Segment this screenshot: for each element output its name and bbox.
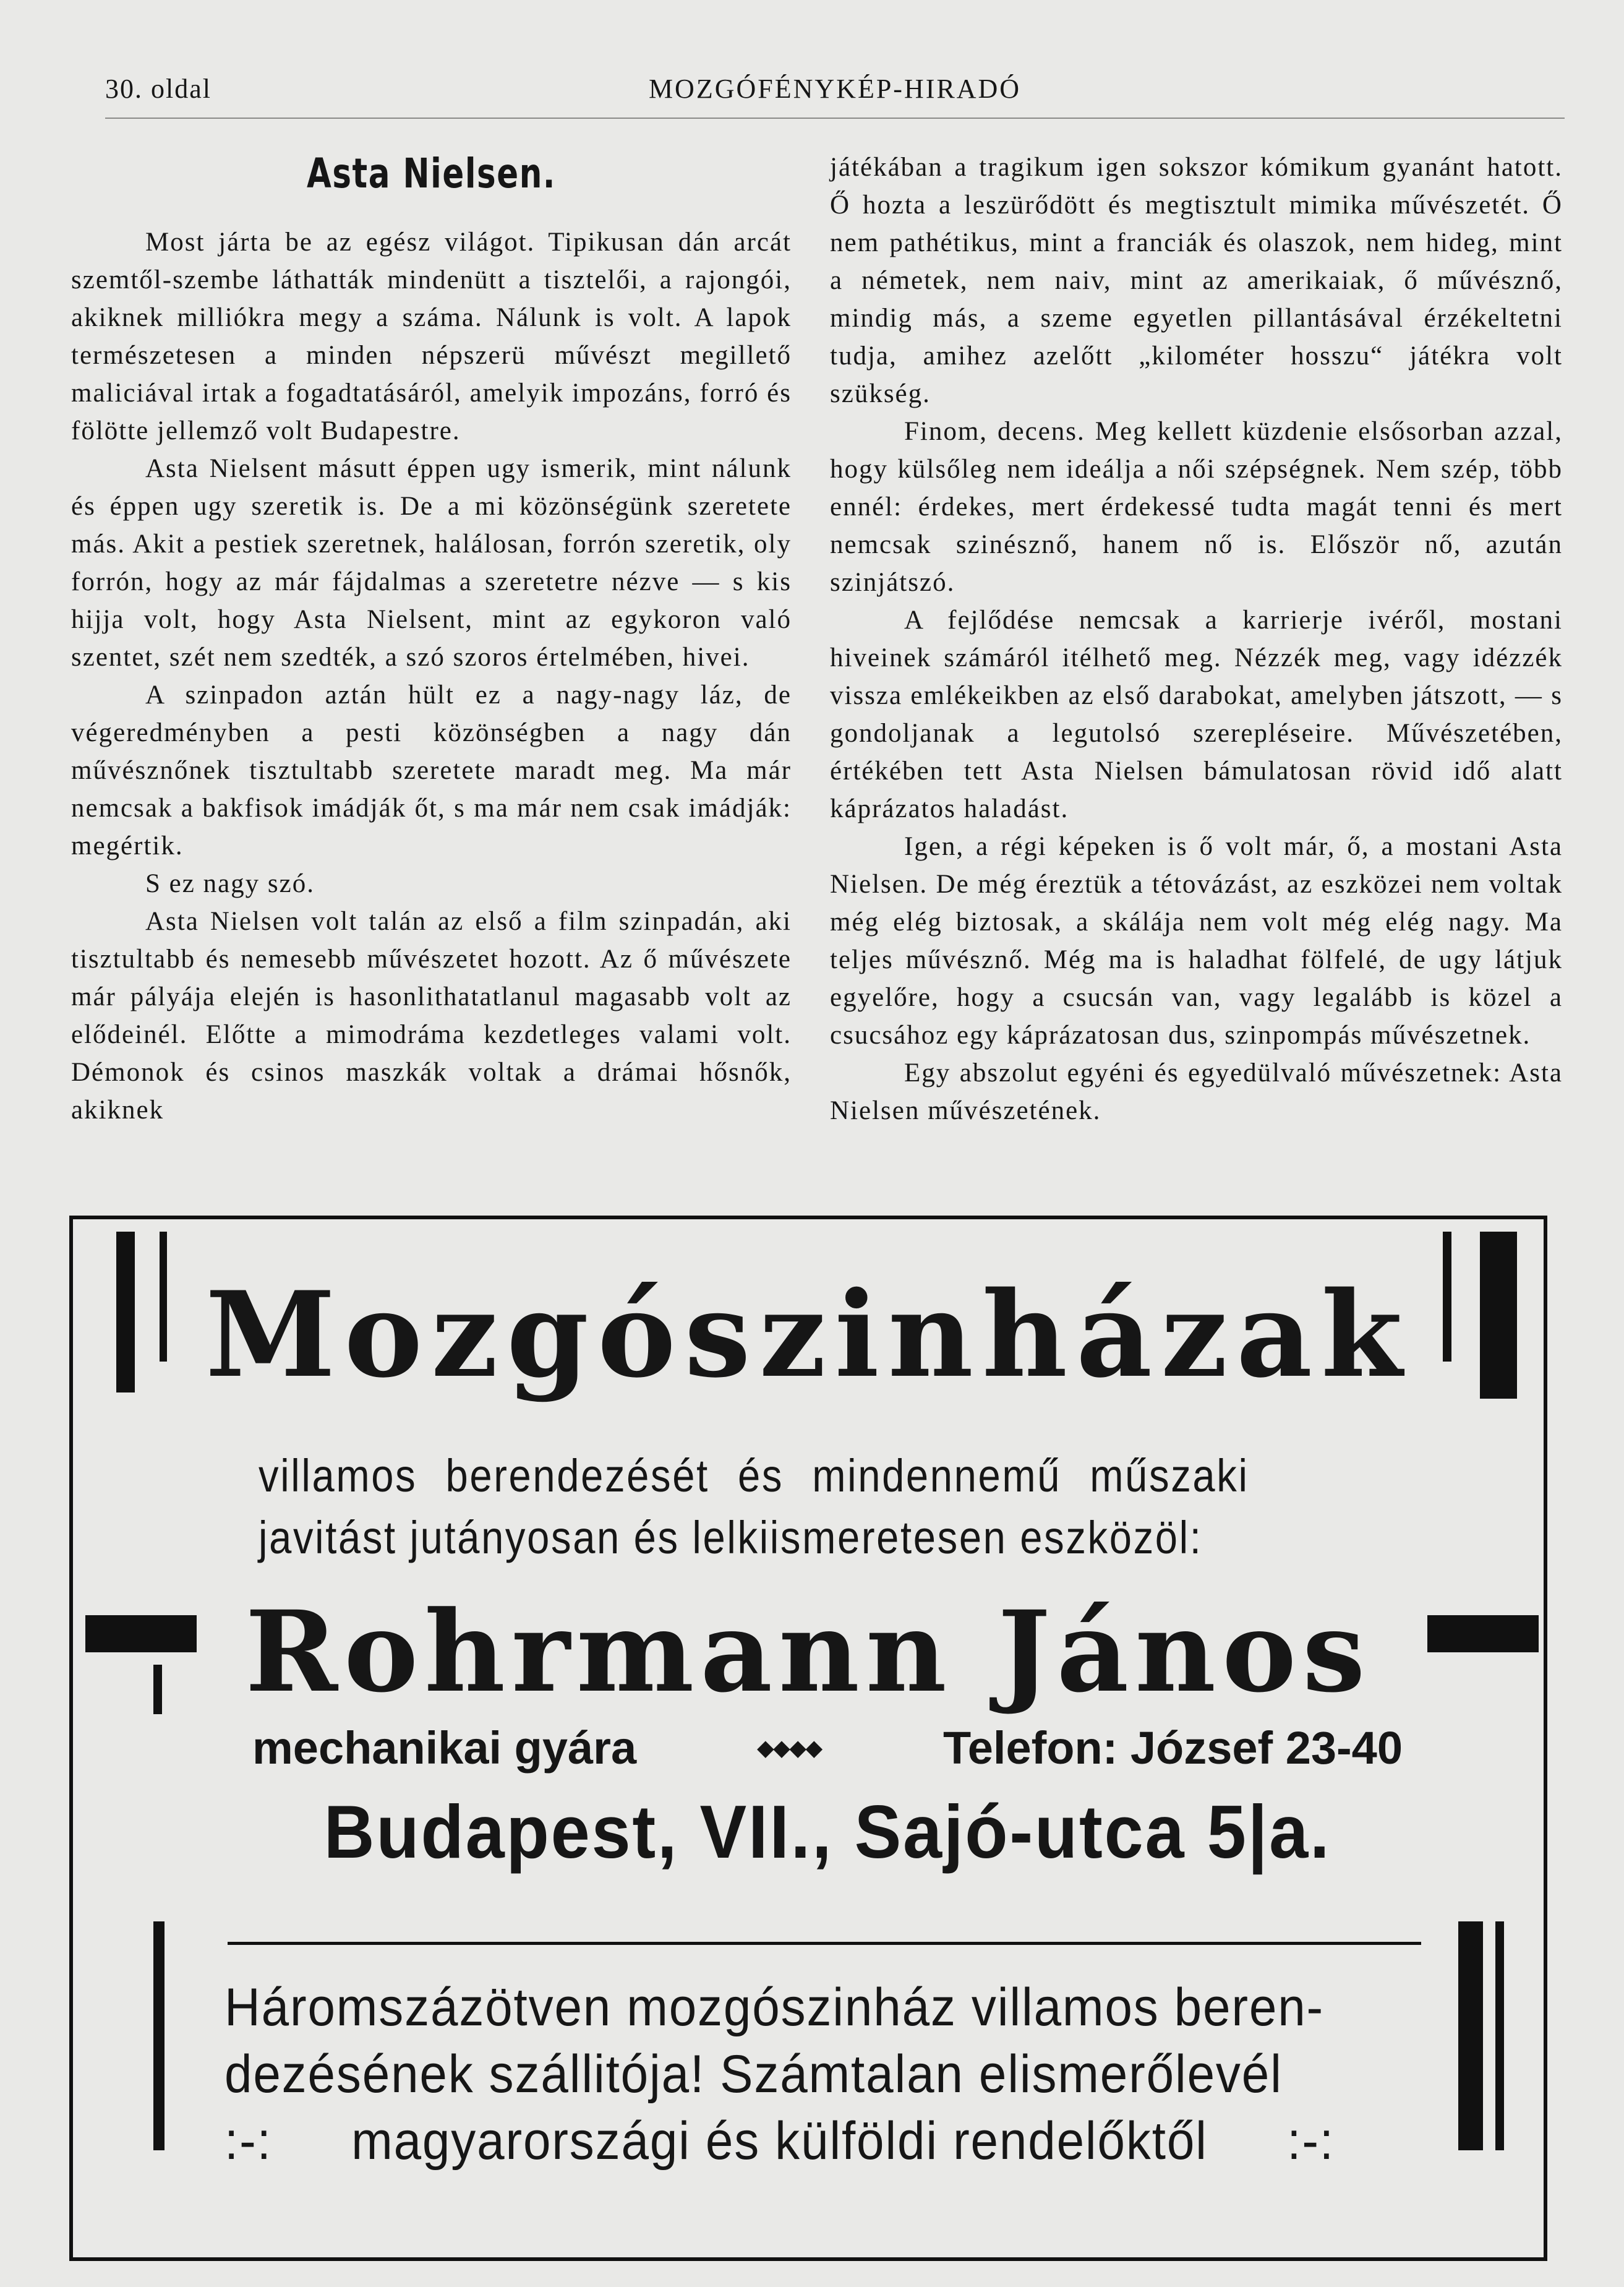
ad-footer-text: magyarországi és külföldi rendelőktől <box>351 2111 1208 2171</box>
ad-address: Budapest, VII., Sajó-utca 5|a. <box>323 1790 1331 1874</box>
article-paragraph: Asta Nielsen volt talán az első a film szinpadán, aki tisztultabb és nemesebb művészetet hozott. Az ő művészete már pályája elején is hasonlithatatlanul magasabb volt az elődeinél. Előtte a mimodráma kezdetleges valami volt. Démonok és csinos maszkák voltak a drámai hősnők, akiknek <box>71 907 792 1125</box>
article-right-column <box>830 148 1563 1130</box>
ornament-icon: ◆◆◆◆ <box>757 1736 823 1760</box>
ad-contact-row <box>252 1720 1403 1776</box>
ad-footer <box>224 1974 1335 2174</box>
article-paragraph: játékában a tragikum igen sokszor kómikum gyanánt hatott. Ő hozta a leszürődött és megtisztult mimika művészetét. Ő nem pathétikus, mint a franciák és olaszok, nem hideg, mint a németek, nem naiv, mint az amerikaiak, ő művésznő, mindig más, a szeme egyetlen pillantásával érzékeltetni tudja, amihez azelőtt „kilométer hosszu“ játékra volt szükség. <box>830 153 1563 408</box>
ad-footer-mark-right: :-: <box>1287 2111 1335 2171</box>
article-paragraph: Igen, a régi képeken is ő volt már, ő, a mostani Asta Nielsen. De még éreztük a tétovázást, az eszközei nem voltak még elég biztosak, a skálája nem volt még elég nagy. Ma teljes művésznő. Még ma is haladhat fölfelé, de ugy látjuk egyelőre, hogy a csucsán van, vagy legalább is közel a csucsához egy káprázatosan dus, szinpompás művészetnek. <box>830 832 1563 1050</box>
ad-footer-line: dezésének szállitója! Számtalan elismerőlevél <box>224 2045 1283 2104</box>
article-paragraph: S ez nagy szó. <box>145 869 315 898</box>
article-paragraph: Finom, decens. Meg kellett küzdenie elsősorban azzal, hogy külsőleg nem ideálja a női szépségnek. Nem szép, több ennél: érdekes, mert érdekessé tudta magát tenni és mert nemcsak szinésznő, hanem nő is. Először nő, azután szinjátszó. <box>830 417 1563 597</box>
article-paragraph: Egy abszolut egyéni és egyedülvaló művészetnek: Asta Nielsen művészetének. <box>830 1058 1563 1125</box>
ad-divider <box>228 1942 1421 1945</box>
ad-phone: Telefon: József 23-40 <box>943 1722 1403 1774</box>
ad-frame-bar <box>153 1921 165 2150</box>
ad-frame-bar <box>1458 1921 1483 2150</box>
article-left-column <box>71 148 792 1129</box>
journal-title: MOZGÓFÉNYKÉP-HIRADÓ <box>648 74 1022 104</box>
ad-footer-mark-left: :-: <box>224 2111 272 2171</box>
ad-footer-line: Háromszázötven mozgószinház villamos beren- <box>224 1978 1325 2037</box>
article-paragraph: A fejlődése nemcsak a karrierje ivéről, mostani hiveinek számáról itélhető meg. Nézzék meg, vagy idézzék vissza emlékeikben az első darabokat, amelyben játszott, — s gondoljanak a legutolsó szerepléseire. Művészetében, értékében tett Asta Nielsen bámulatosan rövid idő alatt káprázatos haladást. <box>830 606 1563 823</box>
ad-description: villamos berendezését és mindennemű műszaki javitást jutányosan és lelkiismeretesen eszközöl: <box>259 1450 1249 1563</box>
advertisement <box>69 1216 1547 2261</box>
ad-company-name: Rohrmann János <box>245 1587 1372 1717</box>
ad-frame-bar <box>1495 1921 1504 2150</box>
article-paragraph: A szinpadon aztán hült ez a nagy-nagy láz, de végeredményben a pesti közönségben a nagy dán művésznőnek tisztultabb szeretete maradt meg. Ma már nemcsak a bakfisok imádják őt, s ma már nem csak imádják: megértik. <box>71 680 792 860</box>
ad-subtitle: mechanikai gyára <box>252 1722 637 1774</box>
article-paragraph: Asta Nielsent másutt éppen ugy ismerik, mint nálunk és éppen ugy szeretik is. De a mi közönségünk szeretete más. Akit a pestiek szeretnek, halálosan, forrón szeretik, oly forrón, hogy az már fájdalmas a szeretetre nézve — s kis hijja volt, hogy Asta Nielsent, mint az egykoron való szentet, szét nem szedték, a szó szoros értelmében, hivei. <box>71 454 792 672</box>
article-paragraph: Most járta be az egész világot. Tipikusan dán arcát szemtől-szembe láthatták mindenütt a tisztelői, a rajongói, akiknek milliókra megy a száma. Nálunk is volt. A lapok természetesen a minden népszerü művészt megillető maliciával irtak a fogadtatásáról, amelyik impozáns, forró és fölötte jellemző volt Budapestre. <box>71 228 792 445</box>
page-number: 30. oldal <box>105 74 212 104</box>
ad-footer-line <box>224 2108 1335 2174</box>
ad-title: Mozgószinházak <box>205 1266 1411 1404</box>
article-title: Asta Nielsen. <box>306 150 557 197</box>
page-header <box>105 73 1565 119</box>
